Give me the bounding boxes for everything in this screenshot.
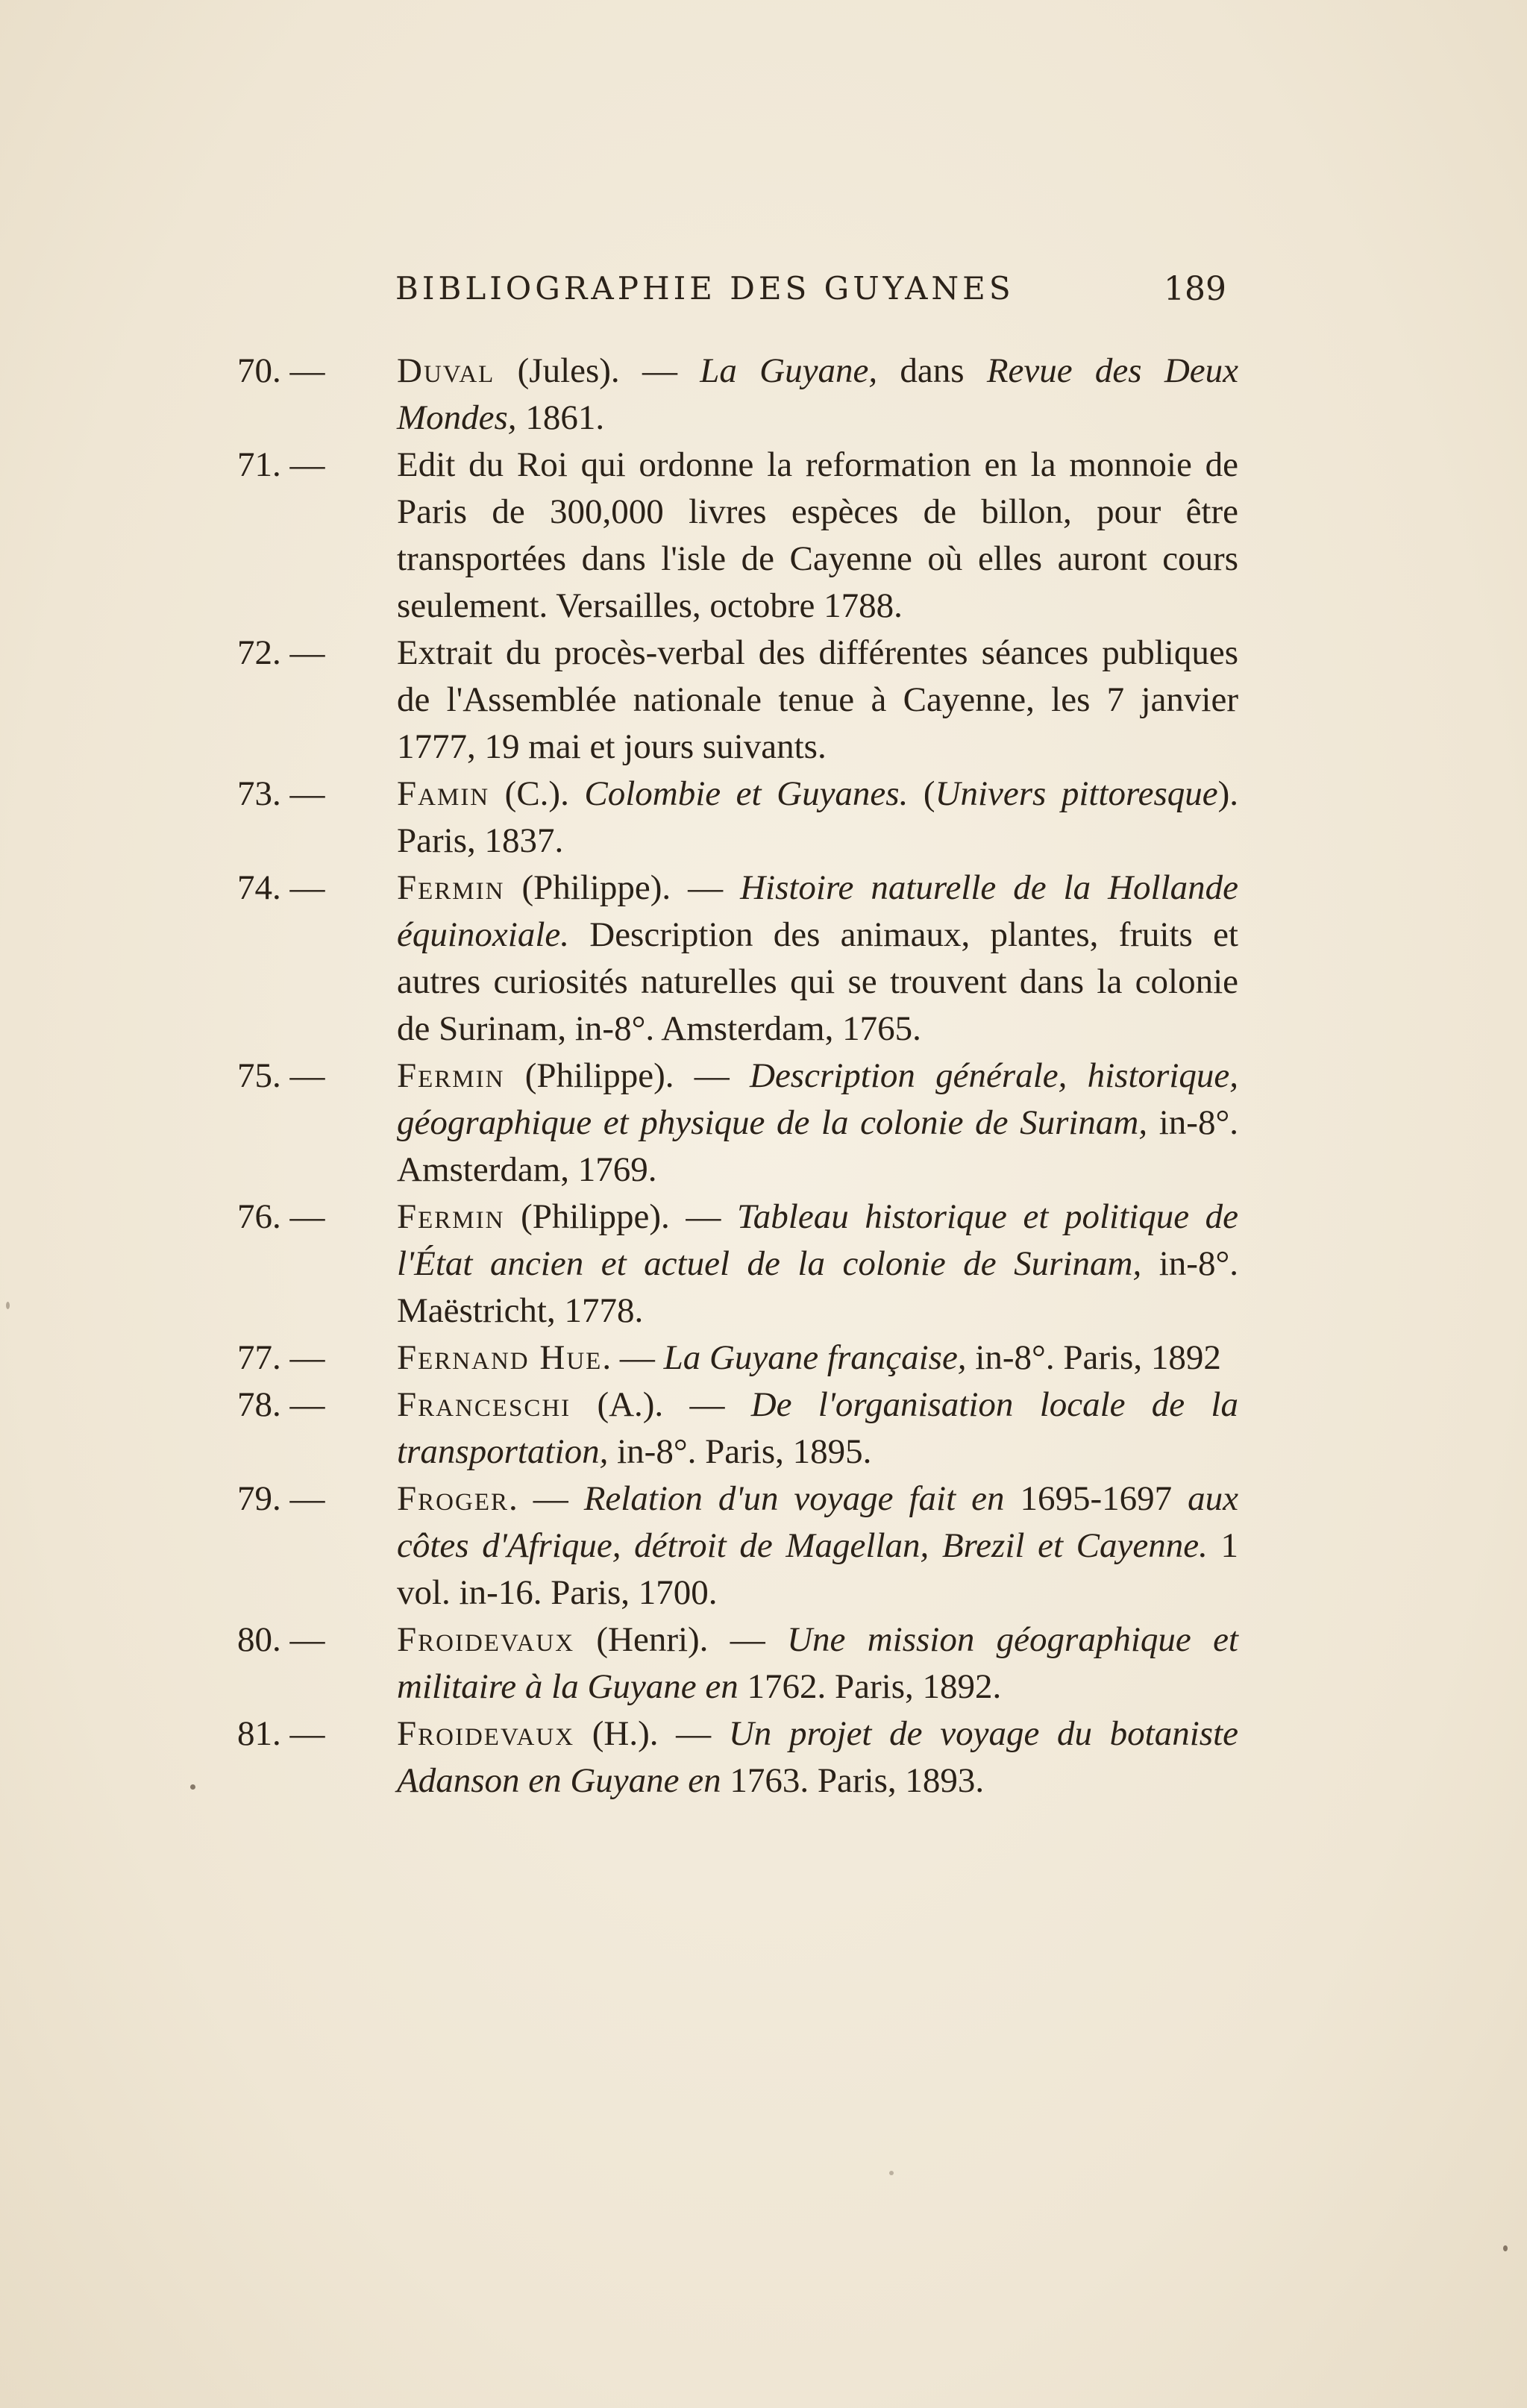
- entry-number: 70. —: [237, 351, 325, 390]
- entry-text: [397, 1053, 1238, 1194]
- entry-segment: (Jules). —: [495, 351, 700, 390]
- entry-title: De l'organisation locale de la transportation,: [397, 1385, 1238, 1471]
- bibliography-entry-79: [237, 1476, 1238, 1617]
- print-speck: [889, 2171, 894, 2175]
- entry-segment: in-8°. Amsterdam, 1769.: [397, 1103, 1238, 1189]
- entry-number: 78. —: [237, 1385, 325, 1424]
- bibliography-entry-75: [237, 1053, 1238, 1194]
- entry-title: Tableau historique et politique de l'État ancien et actuel de la colonie de Surinam,: [397, 1197, 1238, 1283]
- entry-number: 75. —: [237, 1056, 325, 1095]
- entry-text: [397, 1335, 1238, 1382]
- entry-number: 80. —: [237, 1620, 325, 1659]
- entry-title: Description générale, historique, géographique et physique de la colonie de Surinam,: [397, 1056, 1238, 1142]
- entry-text: [397, 1711, 1238, 1805]
- entry-segment: 1695-1697: [1004, 1479, 1188, 1518]
- entry-number: 79. —: [237, 1479, 325, 1518]
- bibliography-entry-72: [237, 630, 1238, 771]
- entry-segment: dans: [877, 351, 987, 390]
- entry-number: 71. —: [237, 445, 325, 484]
- bibliography-entry-71: [237, 442, 1238, 630]
- entry-author: Fermin: [397, 868, 505, 907]
- entry-author: Fermin: [397, 1056, 505, 1095]
- entry-segment: Edit du Roi qui ordonne la reformation en la monnoie de Paris de 300,000 livres espèces de billon, pour être transportées dans l'isle de Cayenne où elles auront cours seulement. Versailles, octobre 1788.: [397, 445, 1238, 625]
- entry-segment: in-8°. Paris, 1892: [966, 1338, 1221, 1377]
- entry-segment: in-8°. Maëstricht, 1778.: [397, 1244, 1238, 1330]
- entry-segment: 1 vol. in-16. Paris, 1700.: [397, 1526, 1239, 1612]
- entry-segment: 1861.: [516, 398, 605, 437]
- entry-number: 72. —: [237, 633, 325, 672]
- entry-title-secondary: Revue des Deux Mondes,: [397, 351, 1238, 437]
- entry-number: 77. —: [237, 1338, 325, 1377]
- entry-author: Froidevaux: [397, 1714, 575, 1753]
- entry-segment: Description des animaux, plantes, fruits et autres curiosités naturelles qui se trouvent dans la colonie de Surinam, in-8°. Amsterdam, 1765.: [397, 915, 1238, 1048]
- entry-segment: Extrait du procès-verbal des différentes séances publiques de l'Assemblée nationale tenue à Cayenne, les 7 janvier 1777, 19 mai et jours suivants.: [397, 633, 1238, 766]
- bibliography-entry-78: [237, 1382, 1238, 1476]
- bibliography-entry-73: [237, 771, 1238, 865]
- entry-text: [397, 630, 1238, 771]
- entry-text: [397, 348, 1238, 442]
- bibliography-list: [237, 348, 1238, 1805]
- entry-title: Histoire naturelle de la Hollande équinoxiale.: [397, 868, 1238, 954]
- bibliography-entry-80: [237, 1617, 1238, 1711]
- entry-title: La Guyane,: [700, 351, 878, 390]
- entry-title-secondary: Univers pittoresque: [935, 774, 1218, 813]
- entry-text: [397, 1476, 1238, 1617]
- entry-segment: (Philippe). —: [504, 868, 741, 907]
- entry-segment: . —: [508, 1479, 584, 1518]
- entry-author: Froidevaux: [397, 1620, 575, 1659]
- entry-title: Colombie et Guyanes.: [584, 774, 909, 813]
- entry-segment: (Philippe). —: [504, 1056, 750, 1095]
- running-header: [0, 270, 1527, 322]
- entry-text: [397, 1617, 1238, 1711]
- entry-text: [397, 442, 1238, 630]
- entry-title: Relation d'un voyage fait en: [583, 1479, 1005, 1518]
- entry-number: 81. —: [237, 1714, 325, 1753]
- print-speck: [190, 1784, 195, 1790]
- entry-segment: . —: [602, 1338, 664, 1377]
- entry-text: [397, 1194, 1238, 1335]
- entry-text: [397, 865, 1238, 1053]
- entry-number: 73. —: [237, 774, 325, 813]
- running-title: BIBLIOGRAPHIE DES GUYANES: [395, 270, 1015, 307]
- entry-segment: in-8°. Paris, 1895.: [608, 1432, 872, 1471]
- bibliography-entry-74: [237, 865, 1238, 1053]
- entry-segment: (A.). —: [571, 1385, 751, 1424]
- entry-author: Famin: [397, 774, 490, 813]
- entry-segment: (: [908, 774, 935, 813]
- bibliography-entry-70: [237, 348, 1238, 442]
- entry-segment: (C.).: [489, 774, 585, 813]
- entry-title-secondary: aux côtes d'Afrique, détroit de Magellan, Brezil et Cayenne.: [397, 1479, 1238, 1565]
- entry-author: Fernand Hue: [397, 1338, 603, 1377]
- bibliography-entry-76: [237, 1194, 1238, 1335]
- entry-segment: (H.). —: [574, 1714, 729, 1753]
- entry-author: Franceschi: [397, 1385, 571, 1424]
- entry-author: Froger: [397, 1479, 509, 1518]
- bibliography-entry-81: [237, 1711, 1238, 1805]
- entry-title: La Guyane française,: [663, 1338, 967, 1377]
- entry-number: 76. —: [237, 1197, 325, 1236]
- entry-segment: ). Paris, 1837.: [397, 774, 1239, 860]
- entry-text: [397, 771, 1238, 865]
- page-number: 189: [1164, 270, 1226, 308]
- entry-segment: 1762. Paris, 1892.: [738, 1667, 1002, 1706]
- entry-text: [397, 1382, 1238, 1476]
- entry-author: Duval: [397, 351, 495, 390]
- entry-segment: (Henri). —: [574, 1620, 788, 1659]
- entry-segment: (Philippe). —: [504, 1197, 737, 1236]
- entry-number: 74. —: [237, 868, 325, 907]
- bibliography-entry-77: [237, 1335, 1238, 1382]
- entry-author: Fermin: [397, 1197, 505, 1236]
- entry-title: Un projet de voyage du botaniste Adanson en Guyane en: [397, 1714, 1238, 1800]
- entry-segment: 1763. Paris, 1893.: [721, 1761, 985, 1800]
- print-speck: [6, 1302, 10, 1309]
- print-speck: [1503, 2245, 1508, 2251]
- entry-title: Une mission géographique et militaire à la Guyane en: [397, 1620, 1238, 1706]
